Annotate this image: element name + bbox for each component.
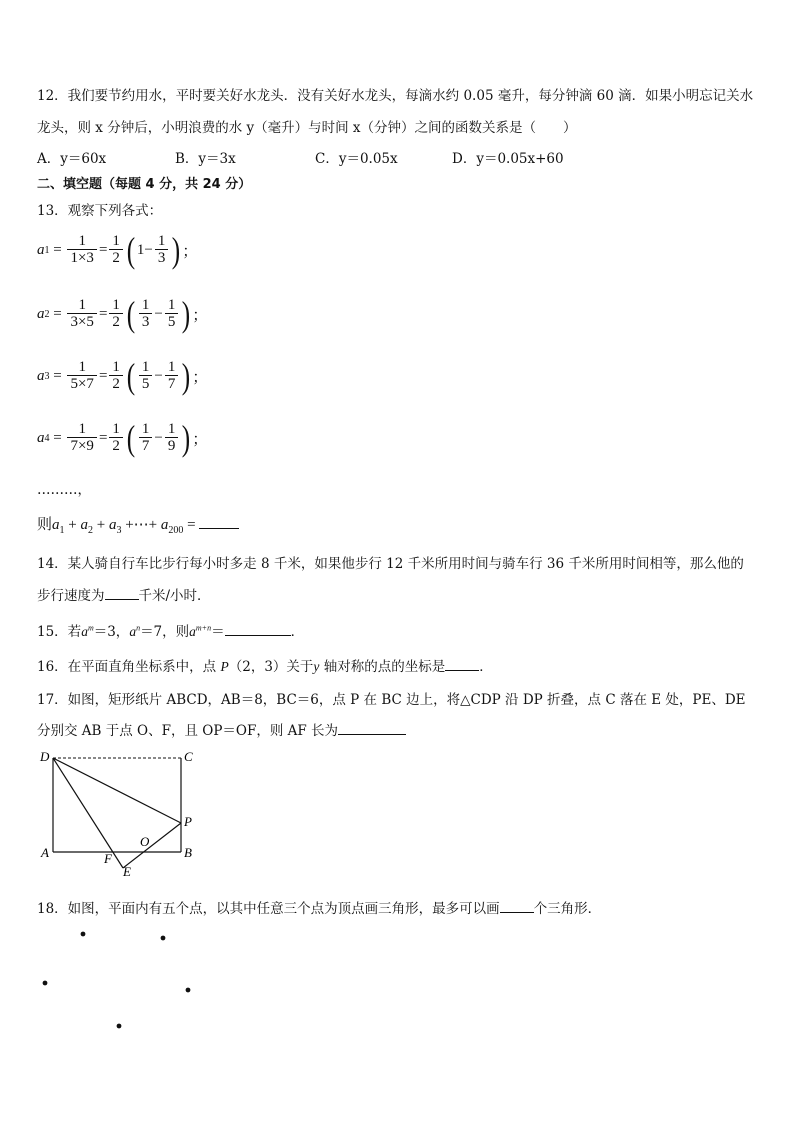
segment-dp xyxy=(53,758,181,823)
q17-line1: 17．如图，矩形纸片 ABCD，AB＝8，BC＝6，点 P 在 BC 边上，将△CDP 沿 DP 折叠，点 C 落在 E 处，PE、DE xyxy=(37,692,746,708)
label-b: B xyxy=(184,845,192,860)
point-1 xyxy=(81,932,86,937)
q14-line2: 步行速度为 千米/小时． xyxy=(37,588,211,604)
q15-line: 15．若$a^m=3$，$a^n=7$，则$a^{m+n}=$ ． xyxy=(37,623,305,640)
q12-option-d: D．y＝0.05x+60 xyxy=(452,151,564,167)
q17-rectangle-figure xyxy=(36,745,206,880)
q13-ellipsis: ………， xyxy=(37,482,91,498)
q12-line1: 12．我们要节约用水，平时要关好水龙头．没有关好水龙头，每滴水约 0.05 毫升，每分钟滴 60 滴．如果小明忘记关水 xyxy=(37,88,754,104)
q13-intro: 13．观察下列各式： xyxy=(37,203,163,219)
label-a: A xyxy=(41,845,49,860)
q13-answer-blank[interactable] xyxy=(199,516,239,529)
q13-formula-2: a 2 = $\frac{1}{3\times 5}$ = $\frac{1}{2}$ ( $\frac{1}{3}$ − $\frac{1}{5}$ ) ； xyxy=(37,294,208,334)
q12-option-a: A．y＝60x xyxy=(37,151,107,167)
q12-option-c: C．y＝0.05x xyxy=(315,151,398,167)
q14-line1: 14．某人骑自行车比步行每小时多走 8 千米，如果他步行 12 千米所用时间与骑车行 36 千米所用时间相等，那么他的 xyxy=(37,556,744,572)
segment-pe xyxy=(123,823,181,868)
q13-sum: 则$a_1 + a_2 + a_3$ +⋯+ $a_{200}$ = xyxy=(37,513,239,536)
label-e: E xyxy=(123,864,131,879)
q13-formula-1: a 1 = $\frac{1}{1\times 3}$ = $\frac{1}{2}$ ( 1− $\frac{1}{3}$ ) ； xyxy=(37,230,198,270)
q12-options xyxy=(37,147,737,165)
label-c: C xyxy=(184,749,193,764)
label-f: F xyxy=(104,851,112,866)
q17-line2: 分别交 AB 于点 O、F，且 OP＝OF，则 AF 长为 xyxy=(37,719,406,739)
q14-answer-blank[interactable] xyxy=(105,587,139,600)
q18-five-points-figure xyxy=(30,920,210,1040)
label-p: P xyxy=(184,814,192,829)
q18-line: 18．如图，平面内有五个点，以其中任意三个点为顶点画三角形，最多可以画 个三角形． xyxy=(37,901,602,917)
q16-answer-blank[interactable] xyxy=(445,658,479,671)
point-3 xyxy=(43,981,48,986)
point-2 xyxy=(161,936,166,941)
q13-formula-3: a 3 = $\frac{1}{5\times 7}$ = $\frac{1}{2}$ ( $\frac{1}{5}$ − $\frac{1}{7}$ ) ； xyxy=(37,356,208,396)
label-o: O xyxy=(140,834,150,849)
q18-answer-blank[interactable] xyxy=(500,900,534,913)
label-d: D xyxy=(40,749,50,764)
q16-line: 16．在平面直角坐标系中，点 P（2，3）关于y 轴对称的点的坐标是 ． xyxy=(37,659,493,675)
q17-answer-blank[interactable] xyxy=(338,722,406,735)
q12-option-b: B．y＝3x xyxy=(175,151,236,167)
point-4 xyxy=(186,988,191,993)
q13-formula-4: a 4 = $\frac{1}{7\times 9}$ = $\frac{1}{2}$ ( $\frac{1}{7}$ − $\frac{1}{9}$ ) ； xyxy=(37,418,208,458)
point-5 xyxy=(117,1024,122,1029)
q12-line2: 龙头，则 x 分钟后，小明浪费的水 y（毫升）与时间 x（分钟）之间的函数关系是（ ） xyxy=(37,120,577,136)
section-title: 二、填空题（每题 4 分，共 24 分） xyxy=(37,177,252,192)
q15-answer-blank[interactable] xyxy=(225,623,291,636)
